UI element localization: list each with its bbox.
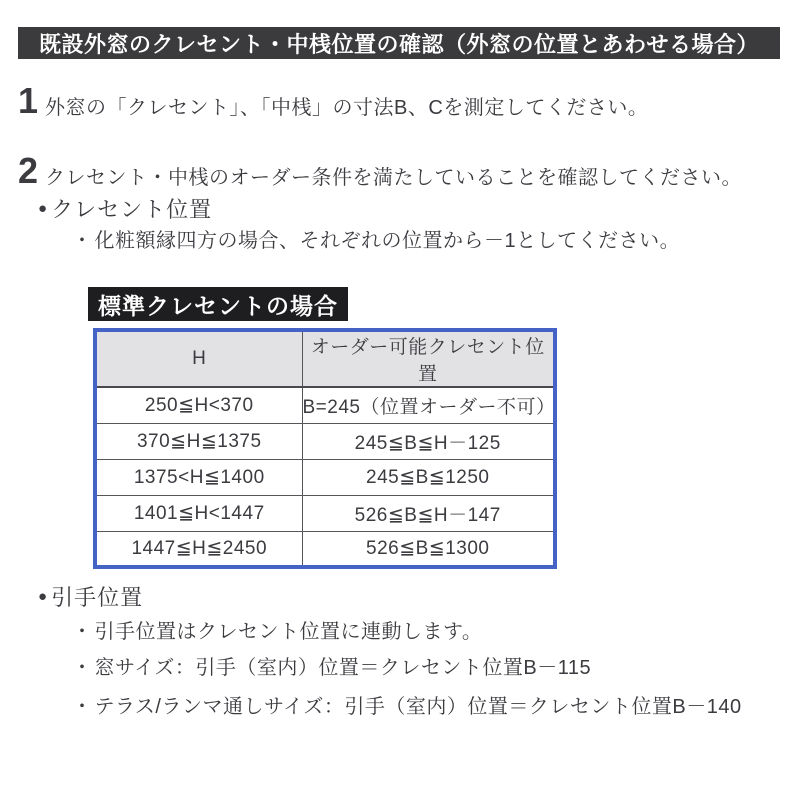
table-header-h: H [95, 330, 302, 387]
table-cell-h-range: 1375<H≦1400 [95, 459, 302, 495]
title-bar-text: 既設外窓のクレセント・中桟位置の確認（外窓の位置とあわせる場合） [38, 31, 759, 57]
table-cell-h-range: 250≦H<370 [95, 387, 302, 423]
table-row [95, 423, 555, 459]
bullet-circle-icon: ● [38, 200, 48, 217]
table-cell-b-range: 526≦B≦1300 [302, 531, 555, 567]
handle-note-text: 窓サイズ：引手（室内）位置＝クレセント位置B－115 [94, 657, 592, 679]
crescent-position-heading-label: クレセント位置 [51, 197, 213, 222]
table-header-order-range: オーダー可能クレセント位置 [302, 330, 555, 387]
standard-crescent-label-text: 標準クレセントの場合 [98, 292, 338, 319]
title-bar [18, 27, 780, 59]
bullet-dot-icon: ・ [72, 230, 93, 252]
handle-note [72, 651, 591, 680]
step-1-text: 外窓の「クレセント」、「中桟」の寸法B、Cを測定してください。 [45, 97, 649, 119]
bullet-circle-icon: ● [38, 588, 48, 605]
table-row [95, 495, 555, 531]
step-2-number: 2 [18, 150, 39, 191]
step-1 [18, 80, 649, 121]
step-1-number: 1 [18, 80, 39, 121]
bullet-dot-icon: ・ [72, 696, 93, 718]
step-2-text: クレセント・中桟のオーダー条件を満たしていることを確認してください。 [45, 167, 743, 189]
handle-note [72, 615, 482, 644]
handle-note-text: 引手位置はクレセント位置に連動します。 [94, 621, 483, 643]
standard-crescent-label [88, 287, 348, 321]
handle-position-heading [38, 581, 143, 612]
table-cell-b-range: 245≦B≦1250 [302, 459, 555, 495]
table-cell-b-range: 526≦B≦H－147 [302, 495, 555, 531]
crescent-position-note-text: 化粧額縁四方の場合、それぞれの位置から－1としてください。 [94, 230, 681, 252]
handle-note [72, 690, 742, 719]
crescent-position-table [93, 328, 557, 569]
table-cell-h-range: 1447≦H≦2450 [95, 531, 302, 567]
table-cell-b-range: 245≦B≦H－125 [302, 423, 555, 459]
table-row [95, 459, 555, 495]
table-row [95, 531, 555, 567]
handle-note-text: テラス/ランマ通しサイズ：引手（室内）位置＝クレセント位置B－140 [94, 696, 742, 718]
table-header-row [95, 330, 555, 387]
table-cell-h-range: 370≦H≦1375 [95, 423, 302, 459]
crescent-position-note [72, 224, 680, 253]
crescent-position-heading [38, 193, 212, 224]
handle-position-heading-label: 引手位置 [51, 585, 144, 610]
step-2 [18, 150, 743, 191]
bullet-dot-icon: ・ [72, 621, 93, 643]
table-cell-b-range: B=245（位置オーダー不可） [302, 387, 555, 423]
table-cell-h-range: 1401≦H<1447 [95, 495, 302, 531]
table-row [95, 387, 555, 423]
bullet-dot-icon: ・ [72, 657, 93, 679]
